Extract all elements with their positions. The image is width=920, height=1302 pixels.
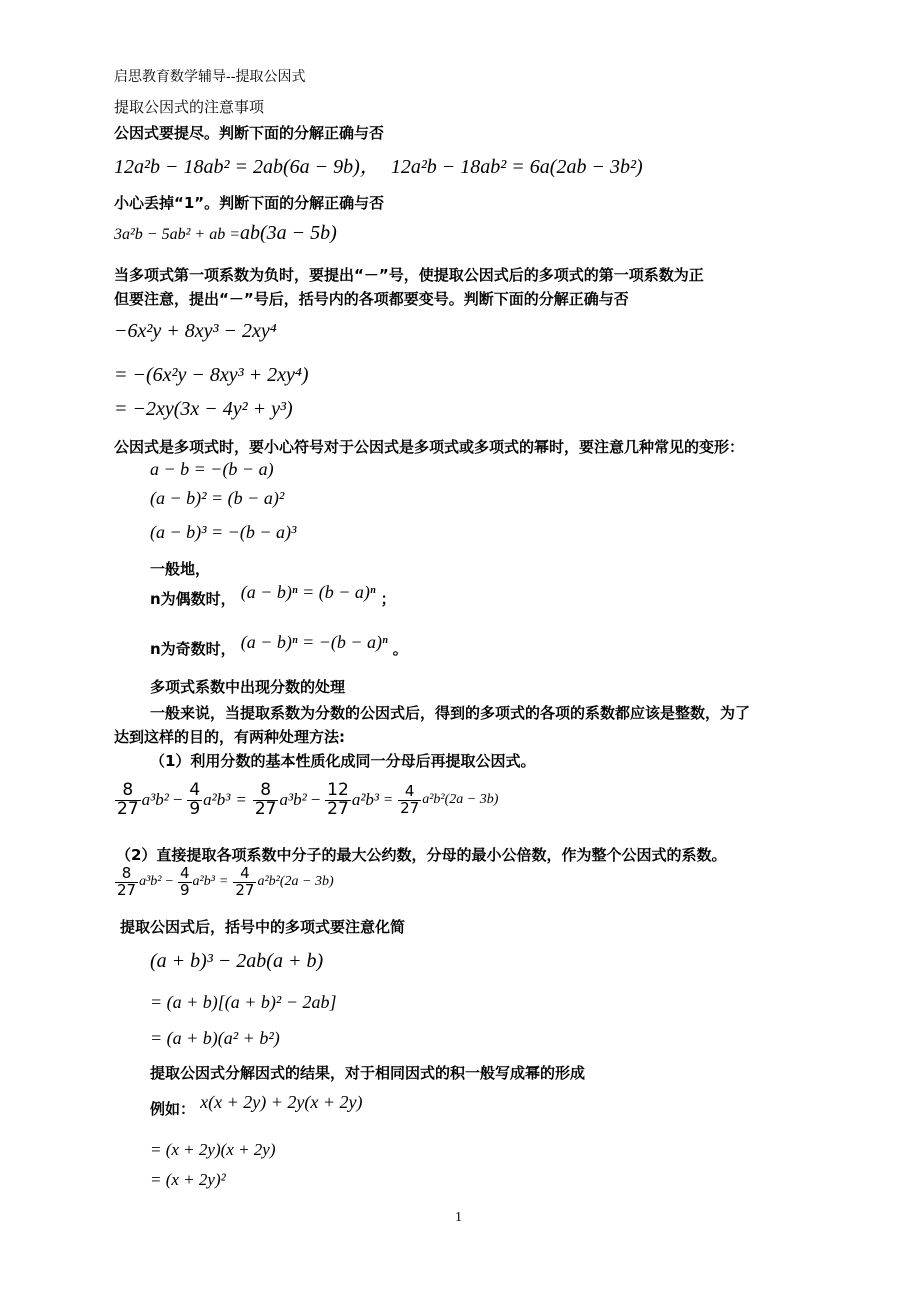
- s5-heading: 多项式系数中出现分数的处理: [150, 678, 346, 696]
- s5-fraction-eq1: [114, 782, 498, 819]
- term-a3b2: a³b²: [279, 790, 307, 810]
- term-tail: (2a − 3b): [444, 792, 499, 808]
- s4-even-end: ；: [380, 590, 396, 608]
- s3-line2: 但要注意，提出“－”号后，括号内的各项都要变号。判断下面的分解正确与否: [114, 290, 629, 308]
- s6-eq2: = (a + b)[(a + b)² − 2ab]: [150, 992, 337, 1012]
- s3-eq3: = −2xy(3x − 4y² + y³): [114, 398, 293, 420]
- frac-8-27: $\frac{8}{27}$: [117, 780, 139, 819]
- s4-odd-label: n为奇数时，: [150, 640, 236, 658]
- page-header: 启思教育数学辅导--提取公因式: [114, 69, 306, 85]
- s4-even-eq: (a − b)ⁿ = (b − a)ⁿ: [240, 582, 376, 602]
- s4-eq3: (a − b)³ = −(b − a)³: [150, 522, 297, 542]
- op-minus: −: [309, 790, 322, 810]
- s2-eq-left: 3a²b − 5ab² + ab =: [114, 226, 240, 243]
- frac-4-27: $\frac{4}{27}$: [400, 782, 420, 817]
- s7-eq3: = (x + 2y)²: [150, 1170, 226, 1189]
- term-tail: (2a − 3b): [279, 874, 334, 890]
- op-equals: =: [383, 791, 394, 808]
- s3-eq2: = −(6x²y − 8xy³ + 2xy⁴): [114, 364, 309, 386]
- s4-eq1: a − b = −(b − a): [150, 459, 274, 479]
- term-a3b2: a³b²: [139, 874, 162, 890]
- s4-odd-end: 。: [392, 640, 408, 658]
- s1-eq-b: 12a²b − 18ab² = 6a(2ab − 3b²): [390, 156, 643, 178]
- term-a3b2: a³b²: [141, 790, 169, 810]
- term-a2b3: a²b³: [192, 874, 215, 890]
- s6-eq1: (a + b)³ − 2ab(a + b): [150, 950, 324, 972]
- s7-example-label: 例如：: [150, 1100, 196, 1118]
- s3-eq1: −6x²y + 8xy³ − 2xy⁴: [114, 320, 277, 342]
- s1-heading: 公因式要提尽。判断下面的分解正确与否: [114, 124, 385, 142]
- s4-eq2: (a − b)² = (b − a)²: [150, 488, 285, 508]
- term-a2b3: a²b³: [351, 790, 380, 810]
- s4-odd-eq: (a − b)ⁿ = −(b − a)ⁿ: [240, 632, 388, 652]
- term-a2b2: a²b²: [257, 874, 280, 890]
- frac-12-27: $\frac{12}{27}$: [327, 780, 349, 819]
- s1-equation: [114, 150, 643, 179]
- frac-4-9: $\frac{4}{9}$: [179, 864, 190, 899]
- s5-method2: （2）直接提取各项系数中分子的最大公约数，分母的最小公倍数，作为整个公因式的系数。: [116, 846, 727, 864]
- s1-eq-a: 12a²b − 18ab² = 2ab(6a − 9b)，: [114, 156, 380, 178]
- s4-odd-row: [150, 632, 408, 659]
- s7-eq2: = (x + 2y)(x + 2y): [150, 1140, 276, 1159]
- op-equals: =: [235, 790, 247, 810]
- op-minus: −: [171, 790, 184, 810]
- s2-equation: [114, 222, 337, 245]
- s7-eq1: x(x + 2y) + 2y(x + 2y): [200, 1092, 363, 1112]
- op-equals: =: [218, 874, 229, 890]
- page-number: 1: [455, 1210, 462, 1225]
- s5-fraction-eq2: [114, 866, 334, 899]
- frac-8-27: $\frac{8}{27}$: [254, 780, 277, 819]
- s5-p2: 达到这样的目的，有两种处理方法:: [114, 728, 346, 746]
- s4-even-label: n为偶数时，: [150, 590, 236, 608]
- s5-p1: 一般来说，当提取系数为分数的公因式后，得到的多项式的各项的系数都应该是整数，为了: [150, 704, 751, 722]
- s5-method1: （1）利用分数的基本性质化成同一分母后再提取公因式。: [150, 752, 536, 770]
- s6-eq3: = (a + b)(a² + b²): [150, 1028, 280, 1048]
- s7-heading: 提取公因式分解因式的结果，对于相同因式的积一般写成幂的形成: [150, 1064, 586, 1082]
- op-minus: −: [164, 874, 174, 890]
- section-title: 提取公因式的注意事项: [114, 98, 265, 116]
- s4-general: 一般地，: [150, 560, 211, 578]
- frac-4-27: $\frac{4}{27}$: [235, 864, 255, 899]
- s7-example-row: [150, 1092, 363, 1118]
- s4-even-row: [150, 582, 396, 609]
- s6-heading: 提取公因式后，括号中的多项式要注意化简: [120, 918, 406, 936]
- term-a2b2: a²b²: [422, 792, 445, 808]
- term-a2b3: a²b³: [203, 790, 231, 810]
- s2-heading: 小心丢掉“1”。判断下面的分解正确与否: [114, 194, 385, 212]
- s4-heading: 公因式是多项式时，要小心符号对于公因式是多项式或多项式的幂时，要注意几种常见的变形：: [114, 438, 745, 456]
- frac-8-27: $\frac{8}{27}$: [117, 864, 137, 899]
- s2-eq-right: ab(3a − 5b): [239, 222, 337, 244]
- frac-4-9: $\frac{4}{9}$: [189, 780, 201, 819]
- s3-line1: 当多项式第一项系数为负时，要提出“－”号，使提取公因式后的多项式的第一项系数为正: [114, 266, 704, 284]
